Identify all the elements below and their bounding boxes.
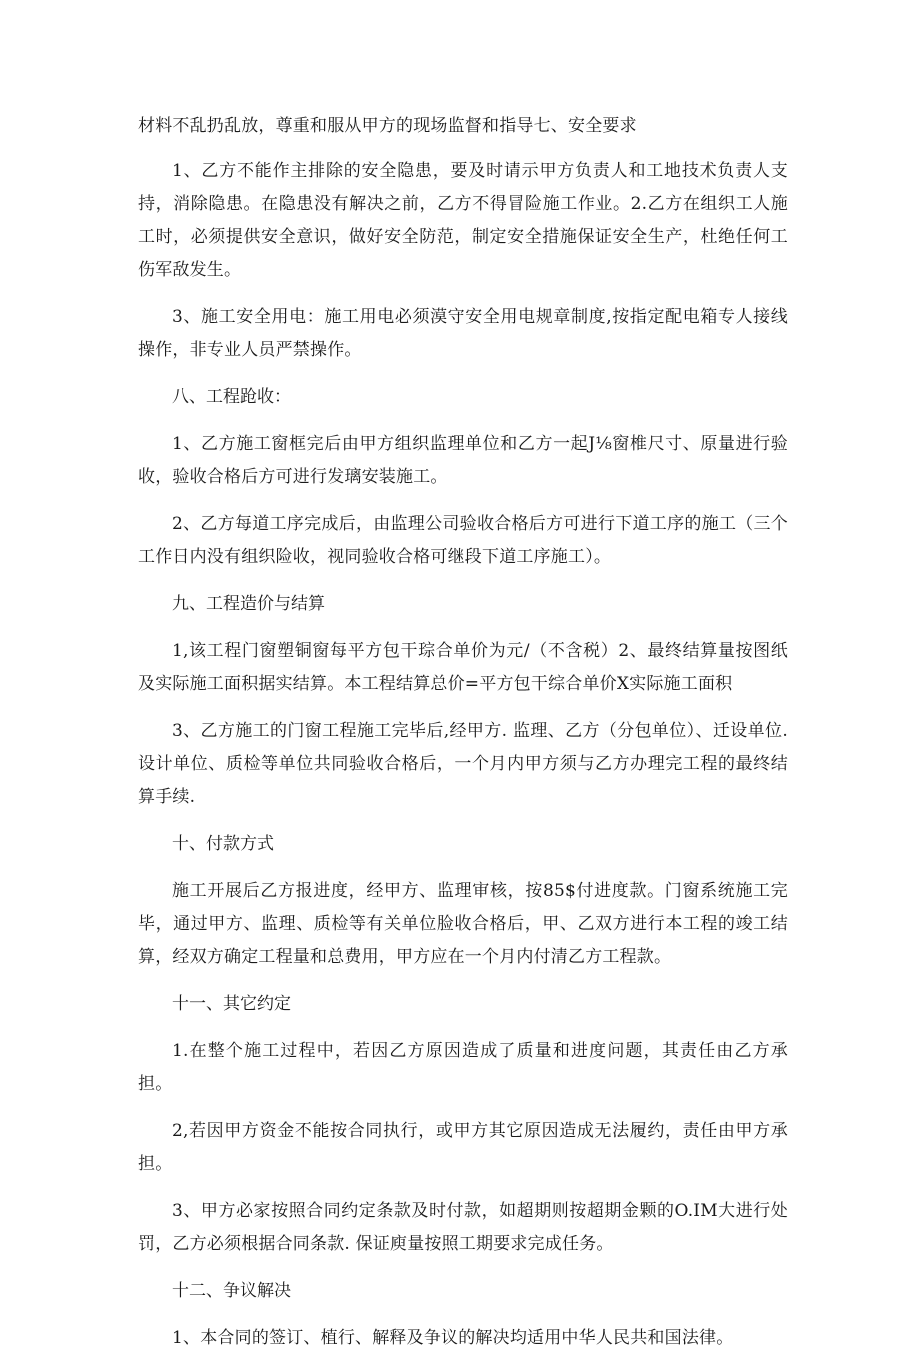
section-heading-acceptance: 八、工程跄收： xyxy=(172,387,291,407)
paragraph-cost-1: 1,该工程门窗塑铜窗每平方包干琮合单价为元/（不含税）2、最终结算量按图纸及实际施工面积据实结算。本工程结算总价=平方包干综合单价X实际施工面积 xyxy=(138,641,788,694)
paragraph-acceptance-1: 1、乙方施工窗框完后由甲方组织监理单位和乙方一起J⅛窗椎尺寸、原量进行验收，验收合格后方可进行发璃安装施工。 xyxy=(138,434,788,487)
section-heading-dispute: 十二、争议解决 xyxy=(172,1281,291,1301)
paragraph-cost-3: 3、乙方施工的门窗工程施工完毕后,经甲方. 监理、乙方（分包单位）、迁设单位. 设计单位、质检等单位共同验收合格后，一个月内甲方须与乙方办理完工程的最终结算手续. xyxy=(138,721,788,807)
section-heading-cost: 九、工程造价与结算 xyxy=(172,594,325,614)
paragraph-payment: 施工开展后乙方报进度，经甲方、监理审核，按85$付进度款。门窗系统施工完毕，通过甲方、监理、质检等有关单位脸收合格后，甲、乙双方进行本工程的竣工结算，经双方确定工程量和总费用，甲方应在一个月内付清乙方工程款。 xyxy=(138,881,788,967)
section-heading-other: 十一、其它约定 xyxy=(172,994,291,1014)
paragraph-other-1: 1.在整个施工过程中，若因乙方原因造成了质量和进度问题，其责任由乙方承担。 xyxy=(138,1041,788,1094)
paragraph-other-3: 3、甲方必家按照合同约定条款及时付款，如超期则按超期金颗的O.IM大进行处罚，乙方必须根据合同条款. 保证庾量按照工期要求完成任务。 xyxy=(138,1201,788,1254)
paragraph-dispute-1: 1、本合同的签订、植行、解释及争议的解决均适用中华人民共和国法律。 xyxy=(172,1328,734,1348)
document-body xyxy=(138,110,788,1369)
paragraph-other-2: 2,若因甲方资金不能按合同执行，或甲方其它原因造成无法履约，责任由甲方承担。 xyxy=(138,1121,788,1174)
paragraph-acceptance-2: 2、乙方每道工序完成后，由监理公司验收合格后方可进行下道工序的施工（三个工作日内没有组织险收，视同验收合格可继段下道工序施工）。 xyxy=(138,514,788,567)
paragraph-safety-3: 3、施工安全用电：施工用电必须漠守安全用电规章制度,按指定配电箱专人接线操作，非专业人员严禁操作。 xyxy=(138,307,788,360)
paragraph-safety-1: 1、乙方不能作主排除的安全隐患，要及时请示甲方负责人和工地技术负责人支持，消除隐患。在隐患没有解决之前，乙方不得冒险施工作业。2.乙方在组织工人施工时，必须提供安全意识，做好安全防范，制定安全措施保证安全生产，杜绝任何工伤军敌发生。 xyxy=(138,161,788,280)
paragraph-safety-intro: 材料不乱扔乱放，尊重和服从甲方的现场监督和指导七、安全要求 xyxy=(138,116,637,136)
section-heading-payment: 十、付款方式 xyxy=(172,834,274,854)
